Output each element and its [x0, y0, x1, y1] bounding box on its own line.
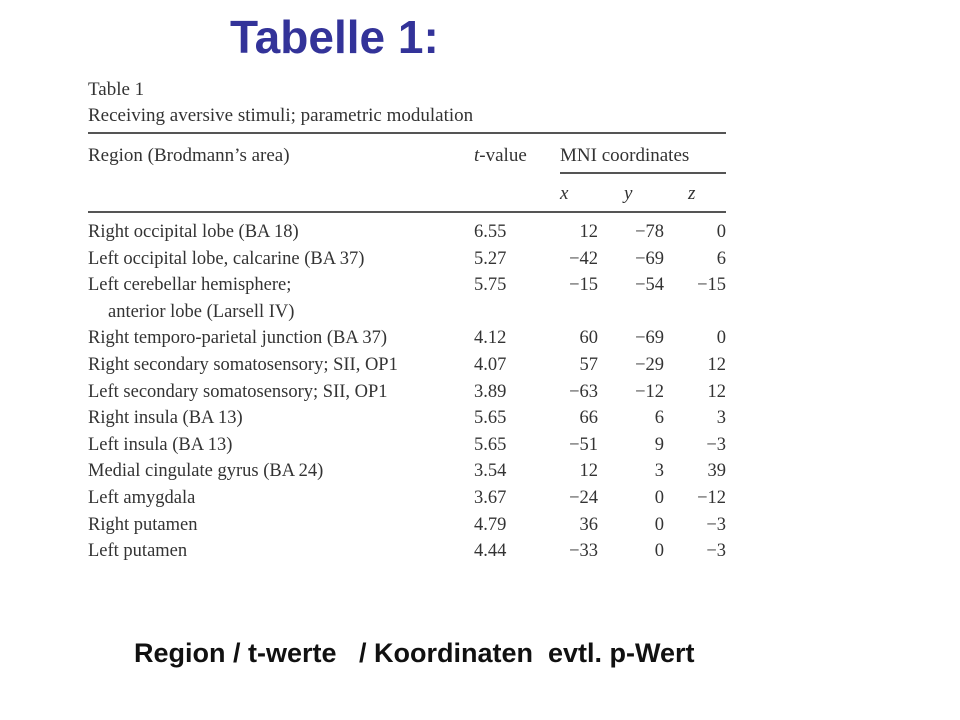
- table-row: [0, 435, 960, 462]
- table-row: [0, 249, 960, 276]
- cell-y: 0: [654, 487, 664, 508]
- slide-title: Tabelle 1:: [230, 11, 439, 63]
- cell-t-value: 4.07: [474, 354, 507, 375]
- cell-y: 6: [654, 408, 664, 429]
- cell-region: Right temporo-parietal junction (BA 37): [88, 328, 388, 349]
- header-t-value: [474, 145, 527, 167]
- cell-y: −54: [635, 275, 664, 296]
- cell-x: 36: [579, 514, 598, 535]
- cell-z: 39: [707, 461, 726, 482]
- cell-x: −15: [569, 275, 598, 296]
- cell-x: −42: [569, 248, 598, 269]
- cell-z: −15: [697, 275, 726, 296]
- cell-t-value: 5.75: [474, 275, 507, 296]
- cell-region: Left amygdala: [88, 487, 196, 508]
- cell-z: −3: [706, 541, 726, 562]
- cell-t-value: 3.67: [474, 487, 507, 508]
- cell-t-value: 5.65: [474, 434, 507, 455]
- cell-region: Left secondary somatosensory; SII, OP1: [88, 381, 388, 402]
- table-row: [0, 355, 960, 382]
- cell-z: −3: [706, 434, 726, 455]
- table-body: [0, 222, 960, 568]
- cell-y: −12: [635, 381, 664, 402]
- header-t-letter: t: [474, 145, 480, 166]
- cell-region: Left putamen: [88, 541, 188, 562]
- cell-region: Left cerebellar hemisphere;: [88, 275, 292, 296]
- cell-t-value: 3.89: [474, 381, 507, 402]
- cell-y: 0: [654, 514, 664, 535]
- cell-z: 6: [716, 248, 726, 269]
- cell-t-value: 5.65: [474, 408, 507, 429]
- cell-z: 3: [716, 408, 726, 429]
- cell-y: 3: [654, 461, 664, 482]
- cell-y: −29: [635, 354, 664, 375]
- cell-z: 12: [707, 381, 726, 402]
- cell-region: Medial cingulate gyrus (BA 24): [88, 461, 324, 482]
- cell-z: 12: [707, 354, 726, 375]
- header-z: z: [688, 183, 696, 204]
- cell-t-value: 5.27: [474, 248, 507, 269]
- cell-y: −78: [635, 222, 664, 242]
- header-t-suffix: -value: [479, 145, 527, 166]
- table-row: [0, 222, 960, 249]
- table-row: [0, 488, 960, 515]
- cell-t-value: 4.79: [474, 514, 507, 535]
- cell-y: −69: [635, 248, 664, 269]
- cell-y: 0: [654, 541, 664, 562]
- header-bottom-rule: [88, 211, 726, 213]
- cell-x: −24: [569, 487, 598, 508]
- table-row: [0, 408, 960, 435]
- cell-z: 0: [716, 328, 726, 349]
- cell-region: Left insula (BA 13): [88, 434, 233, 455]
- header-y: y: [624, 183, 633, 204]
- header-x: x: [560, 183, 569, 204]
- cell-region: Right secondary somatosensory; SII, OP1: [88, 354, 398, 375]
- table-row: [0, 275, 960, 302]
- cell-z: −12: [697, 487, 726, 508]
- cell-x: 60: [579, 328, 598, 349]
- cell-z: 0: [716, 222, 726, 242]
- table-row: [0, 461, 960, 488]
- cell-region: Right insula (BA 13): [88, 408, 243, 429]
- header-region: Region (Brodmann’s area): [88, 145, 290, 166]
- table-row: [0, 382, 960, 409]
- cell-x: 12: [579, 461, 598, 482]
- cell-y: 9: [654, 434, 664, 455]
- table-caption: Receiving aversive stimuli; parametric modulation: [88, 105, 474, 126]
- header-mni: MNI coordinates: [560, 145, 690, 166]
- table-row: [0, 541, 960, 568]
- table-row: [0, 515, 960, 542]
- cell-region: Right occipital lobe (BA 18): [88, 222, 299, 242]
- cell-x: 12: [579, 222, 598, 242]
- table-row: [0, 328, 960, 355]
- slide-footer-caption: Region / t-werte / Koordinaten evtl. p-Wert: [134, 638, 695, 668]
- cell-x: −63: [569, 381, 598, 402]
- table-top-rule: [88, 132, 726, 134]
- cell-x: −51: [569, 434, 598, 455]
- cell-x: −33: [569, 541, 598, 562]
- cell-t-value: 4.12: [474, 328, 507, 349]
- cell-t-value: 4.44: [474, 541, 507, 562]
- cell-x: 57: [579, 354, 598, 375]
- cell-z: −3: [706, 514, 726, 535]
- cell-y: −69: [635, 328, 664, 349]
- cell-region: Left occipital lobe, calcarine (BA 37): [88, 248, 365, 269]
- cell-region: anterior lobe (Larsell IV): [108, 301, 295, 322]
- cell-t-value: 3.54: [474, 461, 507, 482]
- table-row-continuation: [0, 302, 960, 329]
- cell-region: Right putamen: [88, 514, 198, 535]
- mni-underline: [560, 172, 726, 174]
- table-label: Table 1: [88, 79, 145, 100]
- cell-t-value: 6.55: [474, 222, 507, 242]
- cell-x: 66: [579, 408, 598, 429]
